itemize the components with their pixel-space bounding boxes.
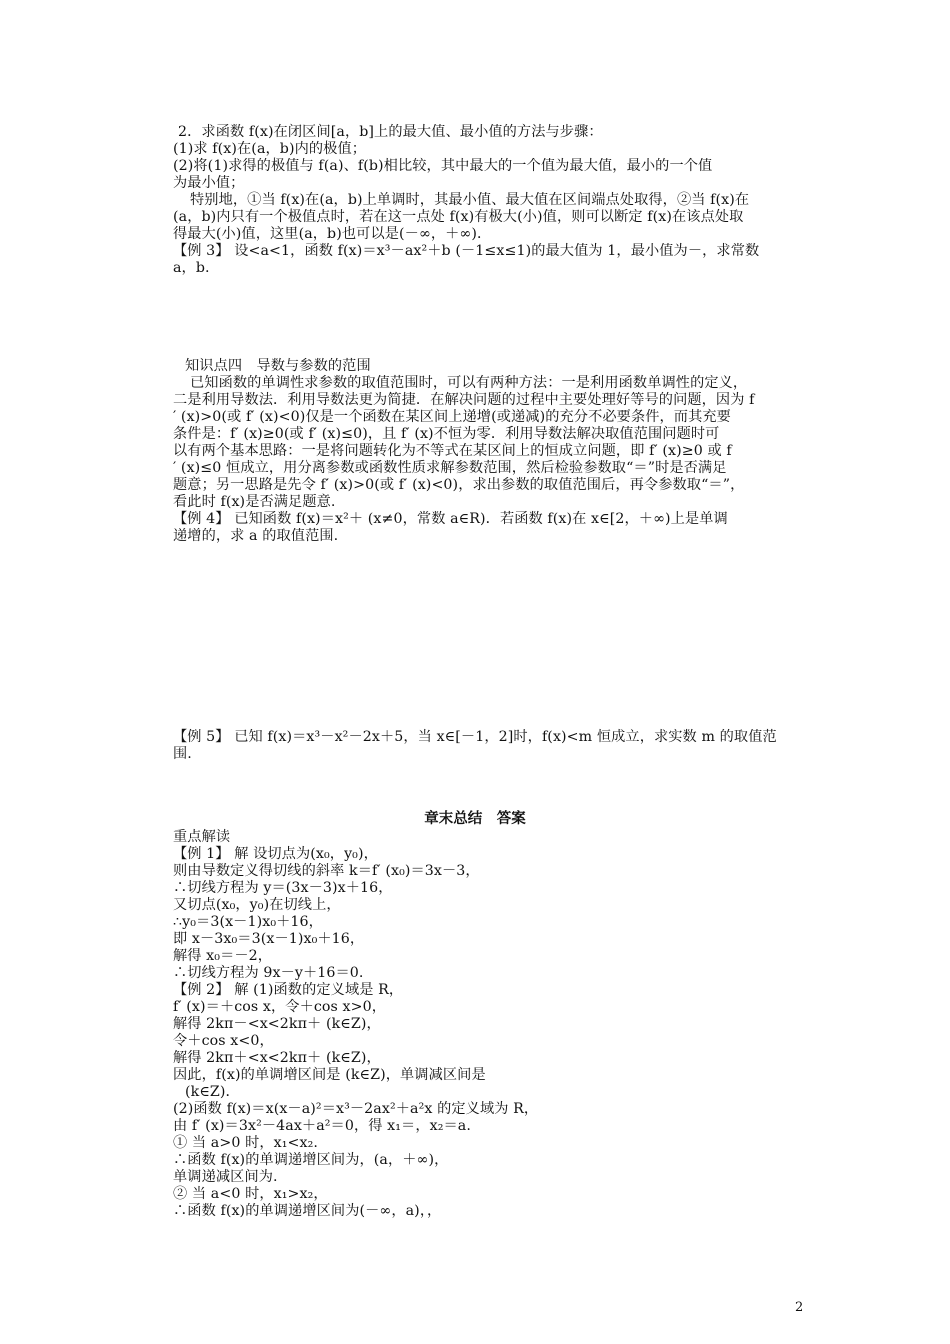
- answers-line-9: ∴切线方程为 9x－y＋16＝0.: [173, 965, 364, 981]
- section2-line-1: 2．求函数 f(x)在闭区间[a，b]上的最大值、最小值的方法与步骤：: [178, 124, 603, 140]
- example4-line-1: 【例 4】 已知函数 f(x)＝x²＋ (x≠0，常数 a∈R)．若函数 f(x)在 x∈[2，＋∞)上是单调: [173, 511, 728, 527]
- section2-line-6: (a，b)内只有一个极值点时，若在这一点处 f(x)有极大(小)值，则可以断定 f(x)在该点处取: [173, 209, 744, 225]
- knowledge4-line-2: 二是利用导数法．利用导数法更为简捷．在解决问题的过程中主要处理好等号的问题，因为 f: [173, 392, 755, 408]
- answers-line-6: ∴y₀＝3(x－1)x₀＋16，: [173, 914, 323, 930]
- answers-line-8: 解得 x₀＝－2，: [173, 948, 273, 964]
- knowledge4-line-5: 以有两个基本思路：一是将问题转化为不等式在某区间上的恒成立问题，即 f′ (x)≥0 或 f: [173, 443, 732, 459]
- answers-line-16: (k∈Z)．: [185, 1084, 240, 1100]
- section2-line-7: 得最大(小)值，这里(a，b)也可以是(－∞，＋∞)．: [173, 226, 492, 242]
- answers-line-18: 由 f′ (x)＝3x²－4ax＋a²＝0，得 x₁＝，x₂＝a.: [173, 1118, 471, 1134]
- answers-line-3: 则由导数定义得切线的斜率 k＝f′ (x₀)＝3x－3，: [173, 863, 480, 879]
- answers-line-14: 解得 2kπ＋<x<2kπ＋ (k∈Z)，: [173, 1050, 381, 1066]
- knowledge4-heading: 知识点四 导数与参数的范围: [185, 358, 371, 374]
- example3-line-1: 【例 3】 设<a<1，函数 f(x)＝x³－ax²＋b (－1≤x≤1)的最大值为 1，最小值为－，求常数: [173, 243, 760, 259]
- example5-line-2: 围.: [173, 746, 192, 762]
- answers-line-13: 令＋cos x<0，: [173, 1033, 274, 1049]
- answers-line-20: ∴函数 f(x)的单调递增区间为，(a，＋∞)，: [173, 1152, 449, 1168]
- answers-line-11: f′ (x)＝＋cos x，令＋cos x>0，: [173, 999, 387, 1015]
- answers-title: 章末总结 答案: [424, 811, 526, 827]
- answers-line-12: 解得 2kπ－<x<2kπ＋ (k∈Z)，: [173, 1016, 381, 1032]
- answers-line-4: ∴切线方程为 y＝(3x－3)x＋16，: [173, 880, 393, 896]
- knowledge4-line-4: 条件是：f′ (x)≥0(或 f′ (x)≤0)，且 f′ (x)不恒为零．利用导数法解决取值范围问题时可: [173, 426, 720, 442]
- answers-line-5: 又切点(x₀，y₀)在切线上，: [173, 897, 341, 913]
- answers-line-23: ∴函数 f(x)的单调递增区间为(－∞，a)，，: [173, 1203, 442, 1219]
- answers-line-1: 重点解读: [173, 829, 231, 845]
- knowledge4-line-3: ′ (x)>0(或 f′ (x)<0)仅是一个函数在某区间上递增(或递减)的充分不必要条件，而其充要: [173, 409, 731, 425]
- knowledge4-line-7: 题意；另一思路是先令 f′ (x)>0(或 f′ (x)<0)，求出参数的取值范围后，再令参数取“＝”，: [173, 477, 745, 493]
- answers-line-19: ① 当 a>0 时，x₁<x₂.: [173, 1135, 319, 1151]
- knowledge4-line-6: ′ (x)≤0 恒成立，用分离参数或函数性质求解参数范围，然后检验参数取“＝”时是否满足: [173, 460, 727, 476]
- example4-line-2: 递增的，求 a 的取值范围.: [173, 528, 339, 544]
- knowledge4-line-1: 已知函数的单调性求参数的取值范围时，可以有两种方法：一是利用函数单调性的定义，: [190, 375, 748, 391]
- section2-line-2: (1)求 f(x)在(a，b)内的极值；: [173, 141, 367, 157]
- section2-line-3: (2)将(1)求得的极值与 f(a)、f(b)相比较，其中最大的一个值为最大值，最小的一个值: [173, 158, 713, 174]
- answers-line-10: 【例 2】 解 (1)函数的定义域是 R，: [173, 982, 404, 998]
- knowledge4-line-8: 看此时 f(x)是否满足题意.: [173, 494, 336, 510]
- answers-line-22: ② 当 a<0 时，x₁>x₂，: [173, 1186, 328, 1202]
- answers-line-21: 单调递减区间为.: [173, 1169, 278, 1185]
- answers-line-17: (2)函数 f(x)＝x(x－a)²＝x³－2ax²＋a²x 的定义域为 R，: [173, 1101, 539, 1117]
- answers-line-7: 即 x－3x₀＝3(x－1)x₀＋16，: [173, 931, 365, 947]
- section2-line-5: 特别地，①当 f(x)在(a，b)上单调时，其最小值、最大值在区间端点处取得，②当 f(x)在: [190, 192, 750, 208]
- answers-line-15: 因此，f(x)的单调增区间是 (k∈Z)，单调减区间是: [173, 1067, 486, 1083]
- page-number: 2: [795, 1300, 804, 1315]
- example5-line-1: 【例 5】 已知 f(x)＝x³－x²－2x＋5，当 x∈[－1，2]时，f(x)<m 恒成立，求实数 m 的取值范: [173, 729, 777, 745]
- section2-line-4: 为最小值；: [173, 175, 245, 191]
- answers-line-2: 【例 1】 解 设切点为(x₀，y₀)，: [173, 846, 378, 862]
- example3-line-2: a，b.: [173, 260, 210, 276]
